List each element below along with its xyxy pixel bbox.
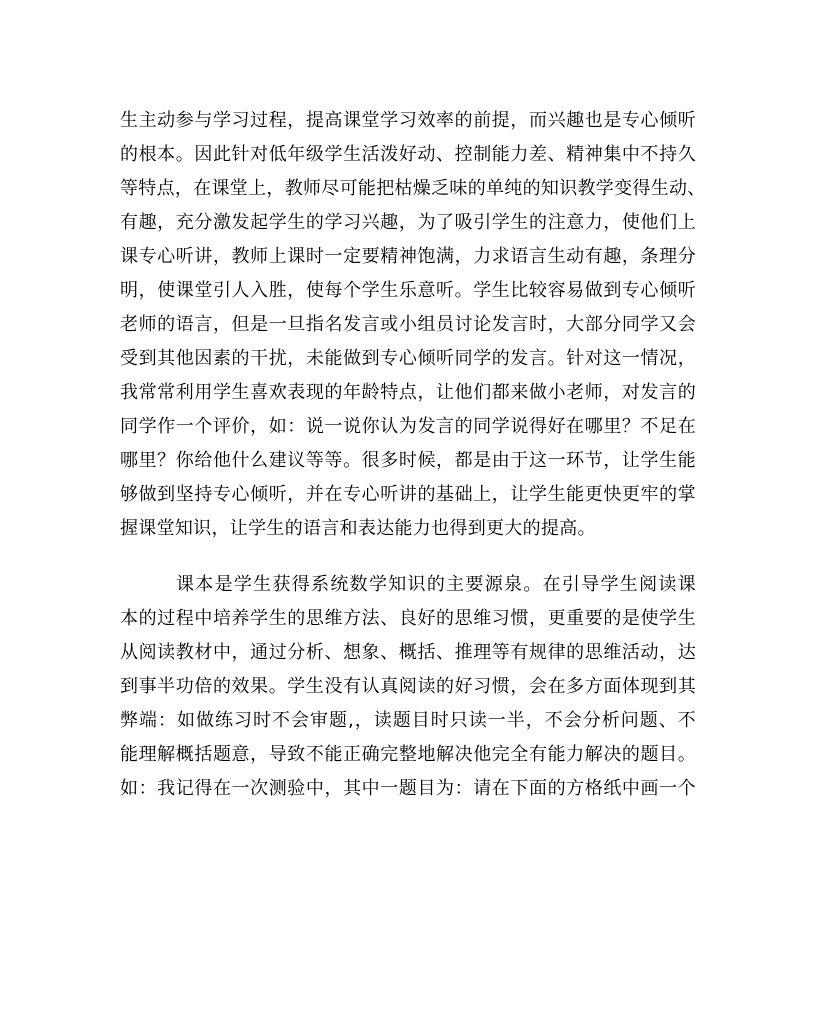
text-line: 够做到坚持专心倾听，并在专心听讲的基础上，让学生能更快更牢的掌: [120, 484, 696, 505]
text-line: 同学作一个评价，如：说一说你认为发言的同学说得好在哪里？不足在: [120, 416, 696, 437]
text-line: 的根本。因此针对低年级学生活泼好动、控制能力差、精神集中不持久: [120, 144, 696, 165]
paragraph-2: [120, 568, 696, 806]
paragraph-1: [120, 104, 706, 546]
text-line: 本的过程中培养学生的思维方法、良好的思维习惯，更重要的是使学生: [120, 608, 696, 629]
text-line: 有趣，充分激发起学生的学习兴趣，为了吸引学生的注意力，使他们上: [120, 212, 696, 233]
text-line: 从阅读教材中，通过分析、想象、概括、推理等有规律的思维活动，达: [120, 642, 696, 663]
text-line: 握课堂知识，让学生的语言和表达能力也得到更大的提高。: [120, 518, 596, 539]
text-line: 生主动参与学习过程，提高课堂学习效率的前提，而兴趣也是专心倾听: [120, 110, 696, 131]
text-line: 课本是学生获得系统数学知识的主要源泉。在引导学生阅读课: [176, 574, 696, 595]
text-line: 受到其他因素的干扰，未能做到专心倾听同学的发言。针对这一情况，: [120, 348, 696, 369]
text-line: 课专心听讲，教师上课时一定要精神饱满，力求语言生动有趣，条理分: [120, 246, 696, 267]
text-line: 我常常利用学生喜欢表现的年龄特点，让他们都来做小老师，对发言的: [120, 382, 696, 403]
text-line: 明，使课堂引人入胜，使每个学生乐意听。学生比较容易做到专心倾听: [120, 280, 696, 301]
text-line: 老师的语言，但是一旦指名发言或小组员讨论发言时，大部分同学又会: [120, 314, 696, 335]
text-line: 哪里？你给他什么建议等等。很多时候，都是由于这一环节，让学生能: [120, 450, 696, 471]
text-line: 到事半功倍的效果。学生没有认真阅读的好习惯，会在多方面体现到其: [120, 676, 696, 697]
text-line: 等特点，在课堂上，教师尽可能把枯燥乏味的单纯的知识教学变得生动、: [120, 178, 706, 199]
text-line: 能理解概括题意，导致不能正确完整地解决他完全有能力解决的题目。: [120, 744, 696, 765]
text-line: 如：我记得在一次测验中，其中一题目为：请在下面的方格纸中画一个: [120, 778, 696, 799]
document-body: [120, 104, 706, 806]
text-line: 弊端：如做练习时不会审题,，读题目时只读一半，不会分析问题、不: [120, 710, 696, 731]
paragraph-spacer: [120, 546, 696, 568]
